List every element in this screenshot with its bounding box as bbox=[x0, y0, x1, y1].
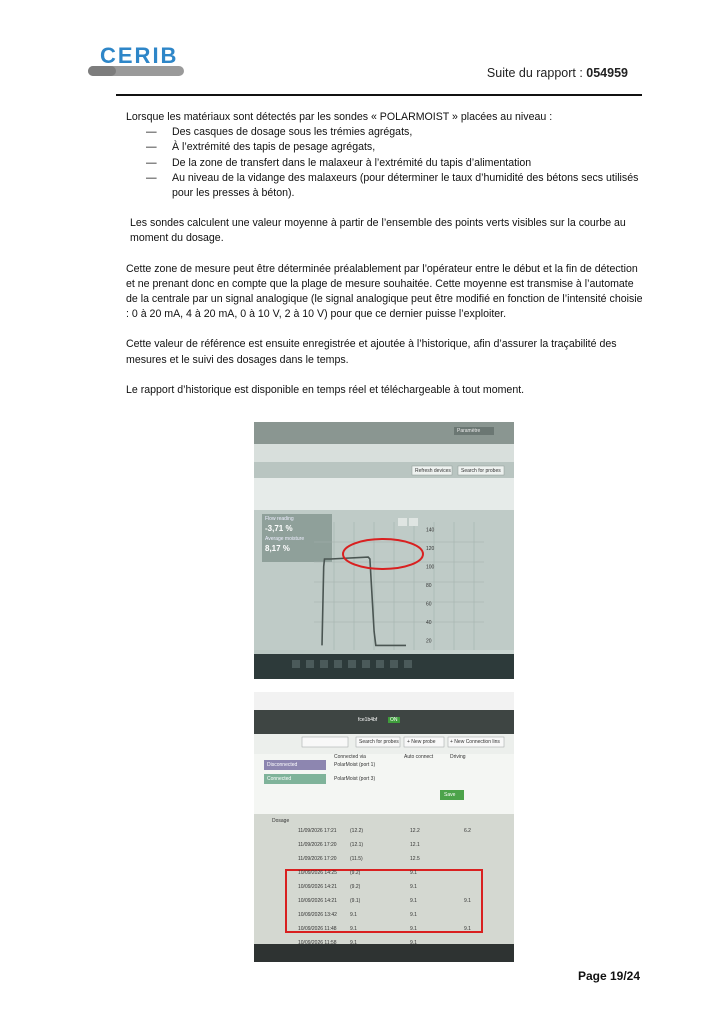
history-cell-b: 9.1 bbox=[410, 870, 417, 876]
history-cell-b: 9.1 bbox=[410, 940, 417, 946]
history-cell-b: 12.1 bbox=[410, 842, 420, 848]
list-item: — Des casques de dosage sous les trémies agrégats, bbox=[172, 125, 646, 140]
history-cell-a: 9.1 bbox=[350, 912, 357, 918]
status-badge: ON bbox=[390, 717, 398, 723]
history-cell-b: 9.1 bbox=[410, 884, 417, 890]
y-tick-label: 20 bbox=[426, 638, 432, 645]
history-cell-a: (12.2) bbox=[350, 828, 364, 834]
history-cell-date: 11/09/2026 17:20 bbox=[298, 842, 337, 848]
save-button[interactable]: Save bbox=[444, 792, 456, 798]
history-cell-date: 10/09/2026 14:21 bbox=[298, 898, 337, 904]
y-tick-label: 140 bbox=[426, 527, 435, 534]
probe-status: Connected bbox=[267, 776, 292, 782]
report-number: 054959 bbox=[586, 66, 628, 80]
history-cell-c: 9.1 bbox=[464, 898, 471, 904]
section-label: Dosage bbox=[272, 818, 290, 824]
report-reference bbox=[487, 66, 628, 80]
probe-name: PolarMoist (port 3) bbox=[334, 776, 376, 782]
history-cell-a: (11.5) bbox=[350, 856, 363, 862]
history-cell-c: 9.1 bbox=[464, 926, 471, 932]
history-cell-date: 10/09/2026 11:58 bbox=[298, 940, 337, 946]
header-rule bbox=[116, 94, 642, 96]
col-auto-connect: Auto connect bbox=[404, 754, 434, 760]
history-cell-date: 10/09/2026 14:21 bbox=[298, 884, 337, 890]
report-body bbox=[126, 110, 646, 398]
paragraph: Cette valeur de référence est ensuite enregistrée et ajoutée à l’historique, afin d’assurer la traçabilité des mesures et le suivi des dosages dans le temps. bbox=[126, 338, 617, 366]
average-label: Average moisture bbox=[265, 536, 305, 542]
col-driving: Driving bbox=[450, 754, 466, 760]
average-value: 8,17 % bbox=[265, 544, 290, 553]
cerib-logo bbox=[86, 42, 196, 80]
settings-label: Paramètre bbox=[457, 428, 481, 434]
y-tick-label: 100 bbox=[426, 564, 435, 571]
y-tick-label: 80 bbox=[426, 583, 432, 589]
logo-text: CERIB bbox=[100, 43, 179, 68]
list-item: — À l’extrémité des tapis de pesage agrégats, bbox=[172, 140, 646, 155]
history-cell-b: 9.1 bbox=[410, 912, 417, 918]
history-cell-a: 9.1 bbox=[350, 926, 357, 932]
history-cell-a: (9.1) bbox=[350, 898, 361, 904]
intro-paragraph: Lorsque les matériaux sont détectés par les sondes « POLARMOIST » placées au niveau : bbox=[126, 111, 553, 123]
photo2-scene bbox=[254, 692, 514, 962]
y-tick-label: 60 bbox=[426, 601, 432, 608]
history-cell-date: 11/09/2026 17:20 bbox=[298, 856, 337, 862]
search-probes-button[interactable]: Search for probes bbox=[359, 739, 399, 745]
history-cell-a: (9.2) bbox=[350, 870, 361, 876]
history-cell-b: 12.5 bbox=[410, 856, 420, 862]
history-cell-a: (9.2) bbox=[350, 884, 361, 890]
history-cell-c: 6.2 bbox=[464, 828, 471, 834]
report-label: Suite du rapport : bbox=[486, 66, 587, 80]
search-probes-button[interactable]: Search for probes bbox=[461, 468, 501, 474]
paragraph: Le rapport d’historique est disponible en temps réel et téléchargeable à tout moment. bbox=[126, 383, 525, 396]
history-cell-b: 9.1 bbox=[410, 898, 417, 904]
probe-name: PolarMoist (port 1) bbox=[334, 762, 376, 768]
page-number: Page 19/24 bbox=[577, 969, 640, 983]
history-cell-b: 9.1 bbox=[410, 926, 417, 932]
history-cell-date: 10/09/2026 14:25 bbox=[298, 870, 337, 876]
col-connected-via: Connected via bbox=[334, 754, 366, 760]
history-cell-date: 10/09/2026 11:48 bbox=[298, 926, 337, 932]
list-item: — Au niveau de la vidange des malaxeurs (pour déterminer le taux d’humidité des bétons secs utilisés pour les presses à béton). bbox=[172, 171, 646, 201]
paragraph: Cette zone de mesure peut être déterminée préalablement par l’opérateur entre le début et la fin de détection et ne prenant donc en compte que la plage de mesure souhaitée. Cette moyenne est transmise à l’automate de la centrale par un signal analogique (le signal analogique peut être modifié en fonction de l’intensité choisie : 0 à 20 mA, 4 à 20 mA, 0 à 10 V, 2 à 10 V) pour que ce dernier puisse l’exploiter. bbox=[126, 262, 643, 321]
history-cell-a: (12.1) bbox=[350, 842, 364, 848]
paragraph: Les sondes calculent une valeur moyenne à partir de l’ensemble des points verts visibles sur la courbe au moment du dosage. bbox=[130, 217, 626, 245]
sensor-location-list bbox=[126, 125, 646, 201]
history-cell-date: 10/09/2026 13:42 bbox=[298, 912, 337, 918]
history-cell-b: 12.2 bbox=[410, 828, 420, 834]
probe-status: Disconnected bbox=[267, 762, 298, 768]
list-item: — De la zone de transfert dans le malaxeur à l’extrémité du tapis d’alimentation bbox=[172, 156, 646, 171]
history-cell-date: 11/09/2026 17:21 bbox=[298, 828, 337, 834]
new-probe-button[interactable]: + New probe bbox=[407, 739, 436, 745]
flow-label: Flow reading bbox=[265, 516, 294, 522]
new-connection-button[interactable]: + New Connection lins bbox=[450, 739, 500, 745]
y-tick-label: 40 bbox=[426, 620, 432, 627]
flow-value: -3,71 % bbox=[265, 524, 293, 533]
y-tick-label: 120 bbox=[426, 545, 435, 552]
photo-history-screen bbox=[254, 692, 514, 962]
photo1-scene bbox=[254, 422, 514, 679]
device-id: fce1b4bf bbox=[358, 717, 378, 723]
history-cell-a: 9.1 bbox=[350, 940, 357, 946]
refresh-devices-button[interactable]: Refresh devices bbox=[415, 468, 451, 474]
photo-moisture-curve bbox=[254, 422, 514, 679]
